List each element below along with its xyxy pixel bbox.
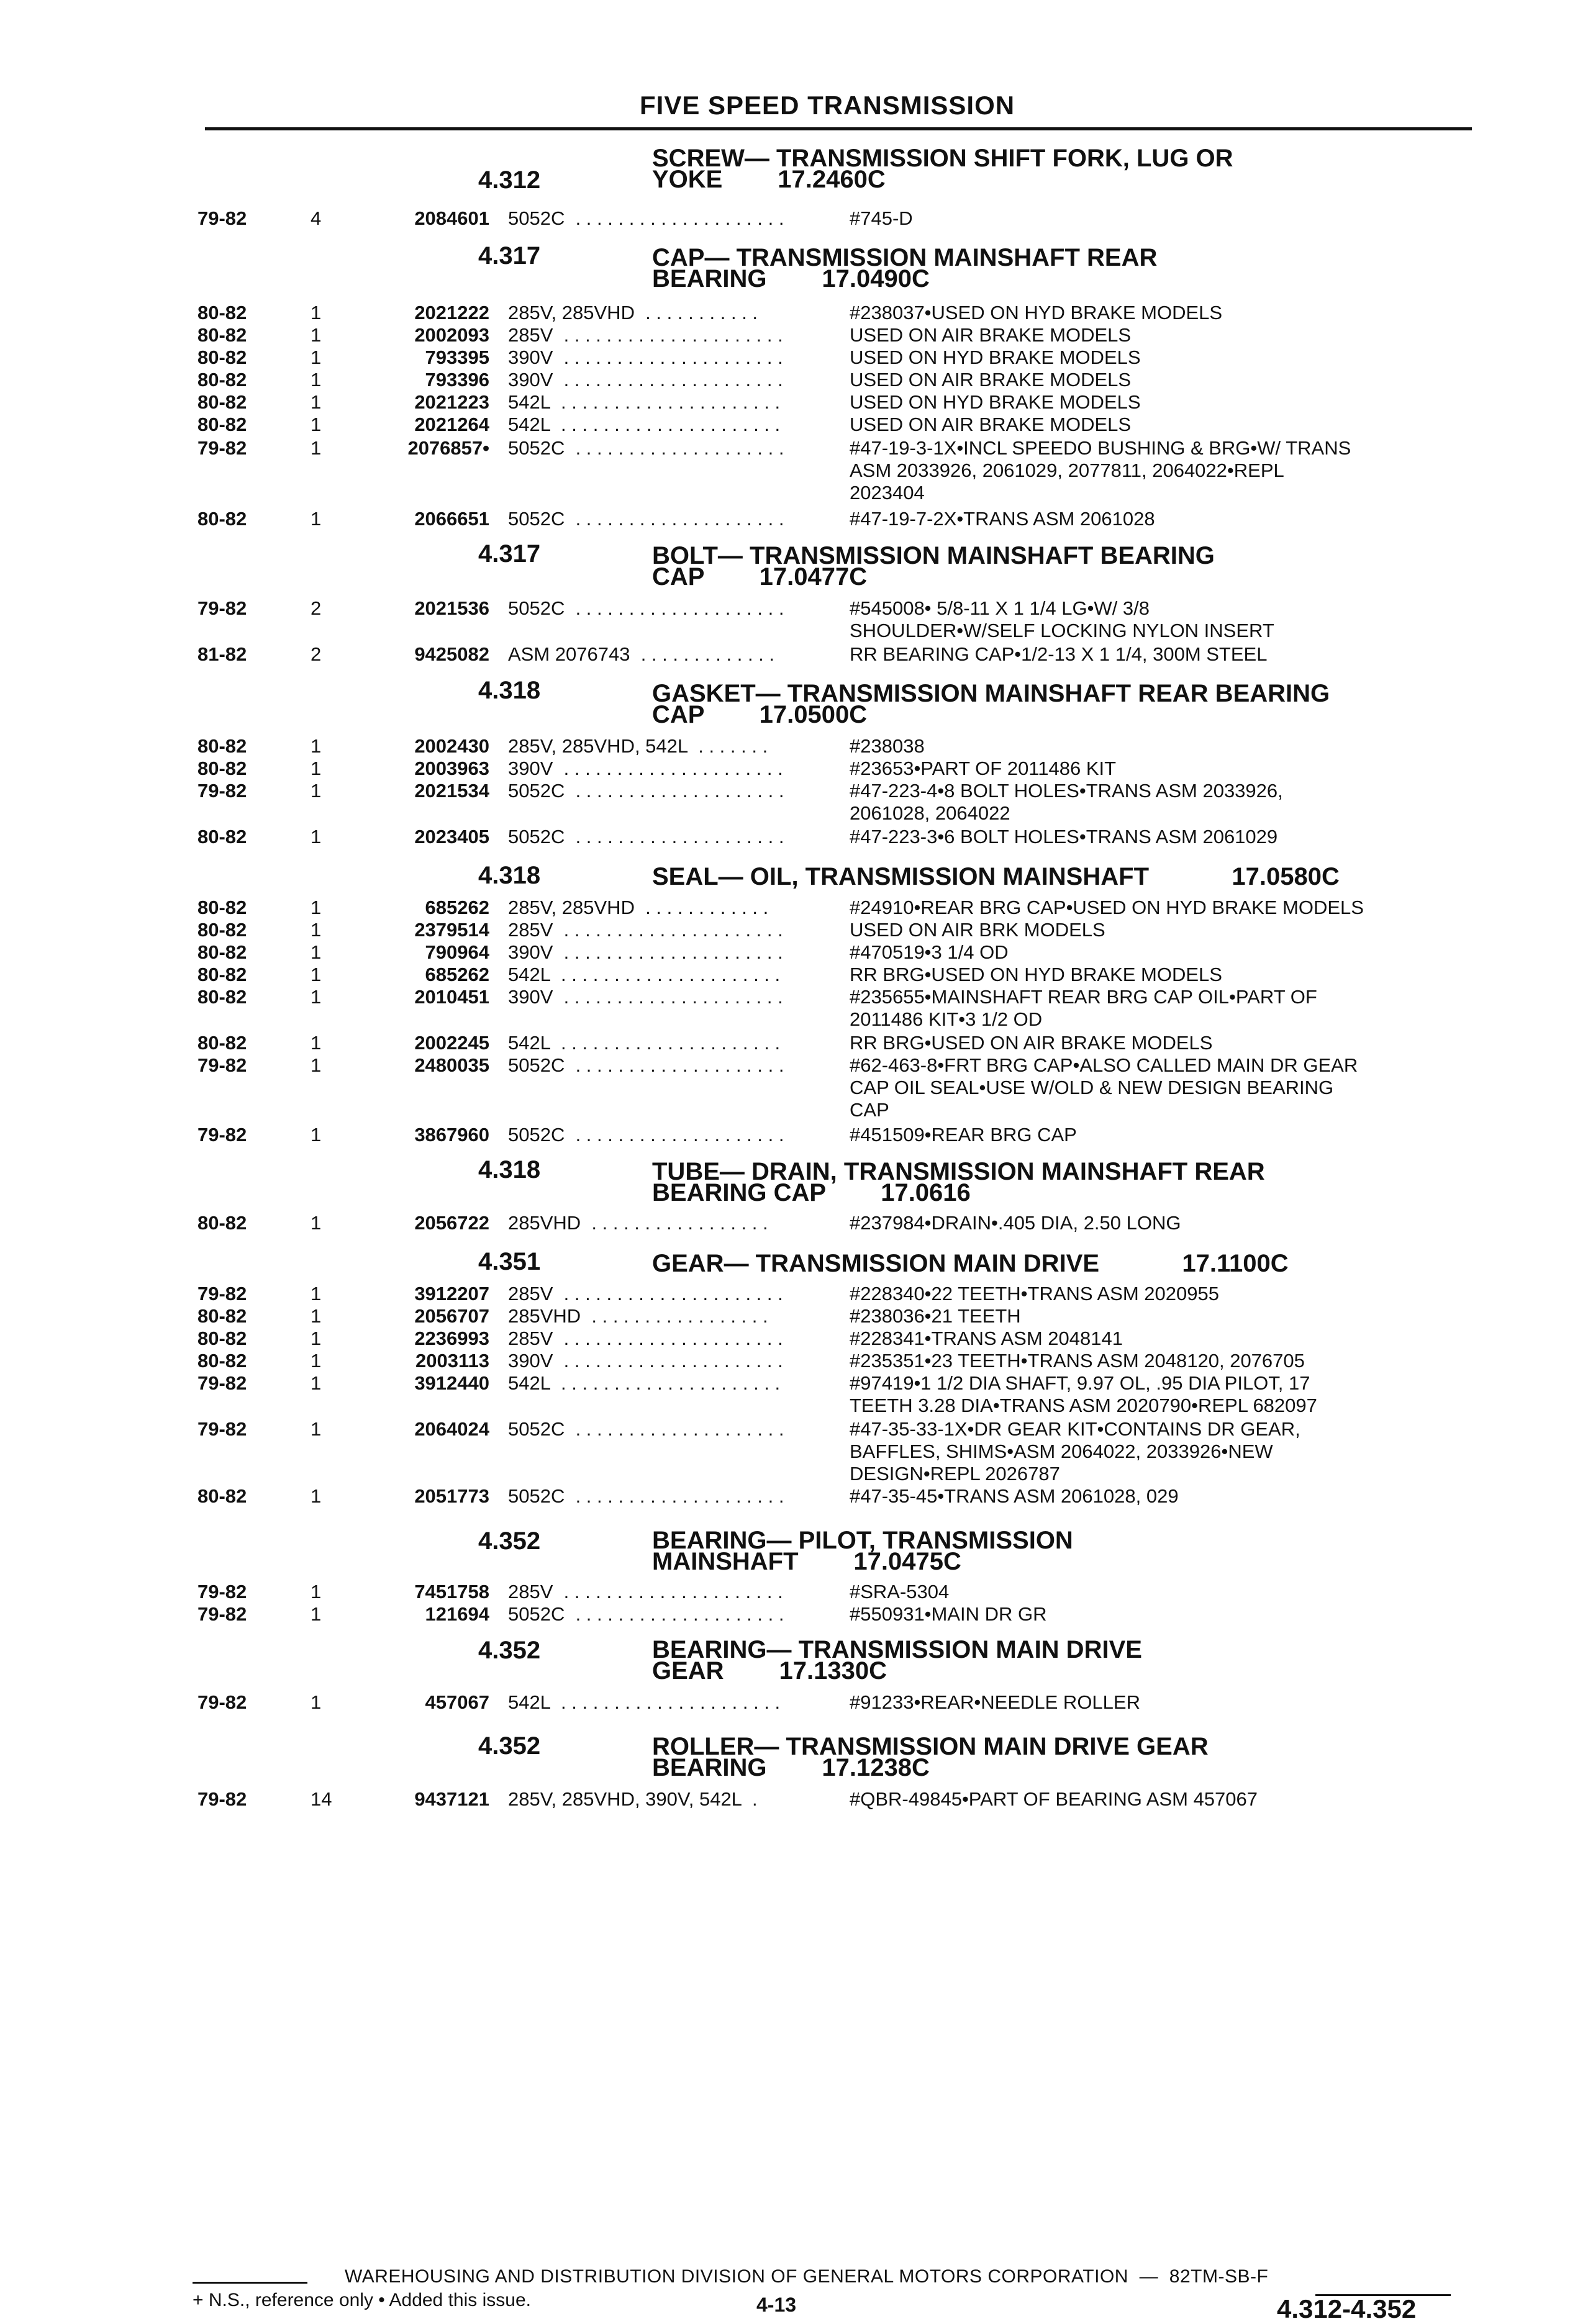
part-number: 685262 <box>425 897 489 918</box>
section-number: 4.318 <box>478 677 541 704</box>
quantity: 1 <box>311 1305 322 1327</box>
description: RR BRG•USED ON AIR BRAKE MODELS <box>850 1032 1213 1054</box>
model-code: 5052C . . . . . . . . . . . . . . . . . . . . <box>508 597 784 619</box>
model-years: 79-82 <box>197 437 247 459</box>
model-code: 542L . . . . . . . . . . . . . . . . . . . . . <box>508 414 781 435</box>
quantity: 1 <box>311 1581 322 1603</box>
description: #470519•3 1/4 OD <box>850 941 1009 963</box>
quantity: 1 <box>311 1032 322 1054</box>
quantity: 1 <box>311 735 322 757</box>
model-code: 285V, 285VHD, 542L . . . . . . . <box>508 735 768 757</box>
model-years: 79-82 <box>197 1283 247 1304</box>
quantity: 1 <box>311 1485 322 1507</box>
quantity: 2 <box>311 597 322 619</box>
model-code: 5052C . . . . . . . . . . . . . . . . . . . . <box>508 1603 784 1625</box>
description: #SRA-5304 <box>850 1581 950 1603</box>
model-code: 542L . . . . . . . . . . . . . . . . . . . . . <box>508 1691 781 1713</box>
model-code: 5052C . . . . . . . . . . . . . . . . . . . . <box>508 1124 784 1146</box>
model-years: 79-82 <box>197 1054 247 1076</box>
model-code: 285V . . . . . . . . . . . . . . . . . . . . . <box>508 1327 783 1349</box>
section-title: TUBE— DRAIN, TRANSMISSION MAINSHAFT REAR BEARING CAP 17.0616 <box>652 1158 1265 1206</box>
part-number: 2379514 <box>414 919 489 941</box>
model-years: 80-82 <box>197 391 247 413</box>
part-number: 2021534 <box>414 780 489 802</box>
description: #228341•TRANS ASM 2048141 <box>850 1327 1123 1349</box>
quantity: 1 <box>311 897 322 918</box>
model-years: 80-82 <box>197 757 247 779</box>
model-code: 5052C . . . . . . . . . . . . . . . . . . . . <box>508 508 784 530</box>
header-rule <box>205 127 1472 130</box>
model-code: 390V . . . . . . . . . . . . . . . . . . . . . <box>508 941 783 963</box>
part-number: 2066651 <box>414 508 489 530</box>
model-code: 285V, 285VHD . . . . . . . . . . . . <box>508 897 769 918</box>
model-years: 80-82 <box>197 346 247 368</box>
part-number: 790964 <box>425 941 489 963</box>
quantity: 1 <box>311 1372 322 1394</box>
part-number: 3912440 <box>414 1372 489 1394</box>
model-code: 5052C . . . . . . . . . . . . . . . . . . . . <box>508 207 784 229</box>
model-years: 80-82 <box>197 1327 247 1349</box>
model-years: 80-82 <box>197 919 247 941</box>
description: RR BRG•USED ON HYD BRAKE MODELS <box>850 964 1222 985</box>
part-number: 121694 <box>425 1603 489 1625</box>
description: RR BEARING CAP•1/2-13 X 1 1/4, 300M STEEL <box>850 643 1268 665</box>
quantity: 1 <box>311 1350 322 1372</box>
quantity: 1 <box>311 346 322 368</box>
section-number: 4.317 <box>478 242 541 269</box>
quantity: 1 <box>311 1327 322 1349</box>
model-years: 79-82 <box>197 1418 247 1440</box>
description: #237984•DRAIN•.405 DIA, 2.50 LONG <box>850 1212 1181 1234</box>
model-code: 390V . . . . . . . . . . . . . . . . . . . . . <box>508 346 783 368</box>
part-number: 2002093 <box>414 324 489 346</box>
model-code: 542L . . . . . . . . . . . . . . . . . . . . . <box>508 391 781 413</box>
section-number: 4.352 <box>478 1732 541 1760</box>
section-title: BEARING— TRANSMISSION MAIN DRIVE GEAR 17.1330C <box>652 1636 1142 1684</box>
description: #62-463-8•FRT BRG CAP•ALSO CALLED MAIN DR GEAR CAP OIL SEAL•USE W/OLD & NEW DESIGN BEARING CAP <box>850 1054 1358 1121</box>
part-number: 2023405 <box>414 826 489 848</box>
part-number: 2003113 <box>415 1350 489 1372</box>
model-years: 80-82 <box>197 369 247 391</box>
quantity: 1 <box>311 780 322 802</box>
description: #97419•1 1/2 DIA SHAFT, 9.97 OL, .95 DIA PILOT, 17 TEETH 3.28 DIA•TRANS ASM 2020790•REPL 682097 <box>850 1372 1317 1416</box>
quantity: 1 <box>311 414 322 435</box>
quantity: 1 <box>311 437 322 459</box>
model-code: 390V . . . . . . . . . . . . . . . . . . . . . <box>508 757 783 779</box>
description: USED ON AIR BRK MODELS <box>850 919 1105 941</box>
model-years: 80-82 <box>197 414 247 435</box>
part-number: 7451758 <box>414 1581 489 1603</box>
description: #550931•MAIN DR GR <box>850 1603 1047 1625</box>
page-range: 4.312-4.352 <box>1277 2294 1417 2323</box>
description: #47-19-3-1X•INCL SPEEDO BUSHING & BRG•W/ TRANS ASM 2033926, 2061029, 2077811, 2064022•REPL 2023404 <box>850 437 1351 504</box>
part-number: 3912207 <box>414 1283 489 1304</box>
description: #228340•22 TEETH•TRANS ASM 2020955 <box>850 1283 1219 1304</box>
section-title: CAP— TRANSMISSION MAINSHAFT REAR BEARING 17.0490C <box>652 244 1158 292</box>
part-number: 685262 <box>425 964 489 985</box>
description: #QBR-49845•PART OF BEARING ASM 457067 <box>850 1788 1258 1810</box>
model-code: ASM 2076743 . . . . . . . . . . . . . <box>508 643 775 665</box>
description: USED ON AIR BRAKE MODELS <box>850 324 1132 346</box>
model-code: 285V . . . . . . . . . . . . . . . . . . . . . <box>508 324 783 346</box>
model-years: 79-82 <box>197 1603 247 1625</box>
quantity: 1 <box>311 986 322 1008</box>
part-number: 793395 <box>425 346 489 368</box>
model-years: 79-82 <box>197 1581 247 1603</box>
model-code: 5052C . . . . . . . . . . . . . . . . . . . . <box>508 1418 784 1440</box>
model-years: 80-82 <box>197 302 247 323</box>
model-code: 285V, 285VHD . . . . . . . . . . . <box>508 302 758 323</box>
model-years: 80-82 <box>197 1212 247 1234</box>
quantity: 1 <box>311 964 322 985</box>
section-number: 4.318 <box>478 862 541 889</box>
part-number: 2021222 <box>414 302 489 323</box>
model-years: 79-82 <box>197 1691 247 1713</box>
description: USED ON AIR BRAKE MODELS <box>850 369 1132 391</box>
model-code: 5052C . . . . . . . . . . . . . . . . . . . . <box>508 437 784 459</box>
section-number: 4.312 <box>478 166 541 194</box>
section-title: BEARING— PILOT, TRANSMISSION MAINSHAFT 17.0475C <box>652 1527 1073 1575</box>
description: #47-223-4•8 BOLT HOLES•TRANS ASM 2033926, 2061028, 2064022 <box>850 780 1283 824</box>
model-years: 80-82 <box>197 986 247 1008</box>
part-number: 2002245 <box>414 1032 489 1054</box>
part-number: 9425082 <box>414 643 489 665</box>
section-title: ROLLER— TRANSMISSION MAIN DRIVE GEAR BEARING 17.1238C <box>652 1733 1209 1781</box>
part-number: 2051773 <box>414 1485 489 1507</box>
quantity: 1 <box>311 369 322 391</box>
model-code: 285V, 285VHD, 390V, 542L . <box>508 1788 758 1810</box>
quantity: 2 <box>311 643 322 665</box>
model-years: 79-82 <box>197 780 247 802</box>
model-years: 80-82 <box>197 1032 247 1054</box>
model-code: 5052C . . . . . . . . . . . . . . . . . . . . <box>508 1054 784 1076</box>
description: #47-35-45•TRANS ASM 2061028, 029 <box>850 1485 1179 1507</box>
model-years: 80-82 <box>197 324 247 346</box>
section-number: 4.352 <box>478 1527 541 1555</box>
part-number: 2010451 <box>414 986 489 1008</box>
model-years: 79-82 <box>197 1372 247 1394</box>
quantity: 1 <box>311 1691 322 1713</box>
quantity: 1 <box>311 1054 322 1076</box>
description: #47-19-7-2X•TRANS ASM 2061028 <box>850 508 1155 530</box>
page-title: FIVE SPEED TRANSMISSION <box>640 91 1015 120</box>
model-years: 79-82 <box>197 597 247 619</box>
quantity: 1 <box>311 302 322 323</box>
model-years: 79-82 <box>197 1788 247 1810</box>
quantity: 1 <box>311 919 322 941</box>
description: #23653•PART OF 2011486 KIT <box>850 757 1117 779</box>
model-years: 79-82 <box>197 207 247 229</box>
model-years: 80-82 <box>197 826 247 848</box>
part-number: 2002430 <box>414 735 489 757</box>
description: #24910•REAR BRG CAP•USED ON HYD BRAKE MODELS <box>850 897 1364 918</box>
section-title: BOLT— TRANSMISSION MAINSHAFT BEARING CAP 17.0477C <box>652 542 1215 590</box>
quantity: 1 <box>311 324 322 346</box>
section-title: GEAR— TRANSMISSION MAIN DRIVE 17.1100C <box>652 1250 1289 1277</box>
description: USED ON HYD BRAKE MODELS <box>850 391 1141 413</box>
quantity: 1 <box>311 757 322 779</box>
description: #745-D <box>850 207 913 229</box>
part-number: 2076857• <box>407 437 489 459</box>
page-number: 4-13 <box>756 2294 797 2316</box>
model-years: 81-82 <box>197 643 247 665</box>
model-years: 80-82 <box>197 1305 247 1327</box>
model-code: 5052C . . . . . . . . . . . . . . . . . . . . <box>508 826 784 848</box>
model-years: 80-82 <box>197 1485 247 1507</box>
footer-publisher: WAREHOUSING AND DISTRIBUTION DIVISION OF GENERAL MOTORS CORPORATION — 82TM-SB-F <box>345 2266 1269 2287</box>
part-number: 2021536 <box>414 597 489 619</box>
model-years: 80-82 <box>197 1350 247 1372</box>
model-code: 542L . . . . . . . . . . . . . . . . . . . . . <box>508 964 781 985</box>
model-years: 80-82 <box>197 897 247 918</box>
section-title: SEAL— OIL, TRANSMISSION MAINSHAFT 17.0580C <box>652 863 1340 890</box>
description: #238038 <box>850 735 925 757</box>
part-number: 2056722 <box>414 1212 489 1234</box>
model-code: 285V . . . . . . . . . . . . . . . . . . . . . <box>508 1581 783 1603</box>
quantity: 1 <box>311 826 322 848</box>
quantity: 1 <box>311 1212 322 1234</box>
quantity: 1 <box>311 391 322 413</box>
description: #238036•21 TEETH <box>850 1305 1021 1327</box>
model-years: 80-82 <box>197 941 247 963</box>
part-number: 2236993 <box>414 1327 489 1349</box>
section-title: SCREW— TRANSMISSION SHIFT FORK, LUG OR YOKE 17.2460C <box>652 145 1233 193</box>
quantity: 1 <box>311 1124 322 1146</box>
part-number: 793396 <box>425 369 489 391</box>
description: #91233•REAR•NEEDLE ROLLER <box>850 1691 1140 1713</box>
model-code: 285VHD . . . . . . . . . . . . . . . . . <box>508 1305 768 1327</box>
quantity: 1 <box>311 1603 322 1625</box>
model-code: 5052C . . . . . . . . . . . . . . . . . . . . <box>508 1485 784 1507</box>
section-number: 4.317 <box>478 540 541 567</box>
quantity: 14 <box>311 1788 332 1810</box>
quantity: 1 <box>311 508 322 530</box>
description: #545008• 5/8-11 X 1 1/4 LG•W/ 3/8 SHOULDER•W/SELF LOCKING NYLON INSERT <box>850 597 1274 641</box>
description: #47-35-33-1X•DR GEAR KIT•CONTAINS DR GEAR, BAFFLES, SHIMS•ASM 2064022, 2033926•NEW DESIGN•REPL 2026787 <box>850 1418 1300 1485</box>
description: #451509•REAR BRG CAP <box>850 1124 1077 1146</box>
quantity: 1 <box>311 1418 322 1440</box>
description: #47-223-3•6 BOLT HOLES•TRANS ASM 2061029 <box>850 826 1278 848</box>
part-number: 2056707 <box>414 1305 489 1327</box>
part-number: 2003963 <box>414 757 489 779</box>
footer-rule-left <box>193 2282 307 2284</box>
model-code: 390V . . . . . . . . . . . . . . . . . . . . . <box>508 369 783 391</box>
quantity: 4 <box>311 207 322 229</box>
model-code: 542L . . . . . . . . . . . . . . . . . . . . . <box>508 1032 781 1054</box>
model-code: 285V . . . . . . . . . . . . . . . . . . . . . <box>508 919 783 941</box>
description: USED ON HYD BRAKE MODELS <box>850 346 1141 368</box>
quantity: 1 <box>311 941 322 963</box>
part-number: 2480035 <box>414 1054 489 1076</box>
model-years: 80-82 <box>197 735 247 757</box>
section-number: 4.351 <box>478 1248 541 1275</box>
section-number: 4.352 <box>478 1637 541 1664</box>
model-code: 390V . . . . . . . . . . . . . . . . . . . . . <box>508 986 783 1008</box>
part-number: 457067 <box>425 1691 489 1713</box>
description: USED ON AIR BRAKE MODELS <box>850 414 1132 435</box>
model-code: 542L . . . . . . . . . . . . . . . . . . . . . <box>508 1372 781 1394</box>
part-number: 2021223 <box>414 391 489 413</box>
model-years: 79-82 <box>197 1124 247 1146</box>
description: #235655•MAINSHAFT REAR BRG CAP OIL•PART OF 2011486 KIT•3 1/2 OD <box>850 986 1317 1030</box>
part-number: 9437121 <box>414 1788 489 1810</box>
part-number: 2084601 <box>414 207 489 229</box>
part-number: 2021264 <box>414 414 489 435</box>
model-years: 80-82 <box>197 964 247 985</box>
description: #238037•USED ON HYD BRAKE MODELS <box>850 302 1223 323</box>
section-title: GASKET— TRANSMISSION MAINSHAFT REAR BEARING CAP 17.0500C <box>652 680 1330 728</box>
footer-note: + N.S., reference only • Added this issue. <box>193 2290 531 2310</box>
part-number: 2064024 <box>414 1418 489 1440</box>
description: #235351•23 TEETH•TRANS ASM 2048120, 2076705 <box>850 1350 1305 1372</box>
section-number: 4.318 <box>478 1156 541 1183</box>
model-code: 390V . . . . . . . . . . . . . . . . . . . . . <box>508 1350 783 1372</box>
part-number: 3867960 <box>414 1124 489 1146</box>
quantity: 1 <box>311 1283 322 1304</box>
model-code: 5052C . . . . . . . . . . . . . . . . . . . . <box>508 780 784 802</box>
model-years: 80-82 <box>197 508 247 530</box>
model-code: 285VHD . . . . . . . . . . . . . . . . . <box>508 1212 768 1234</box>
model-code: 285V . . . . . . . . . . . . . . . . . . . . . <box>508 1283 783 1304</box>
